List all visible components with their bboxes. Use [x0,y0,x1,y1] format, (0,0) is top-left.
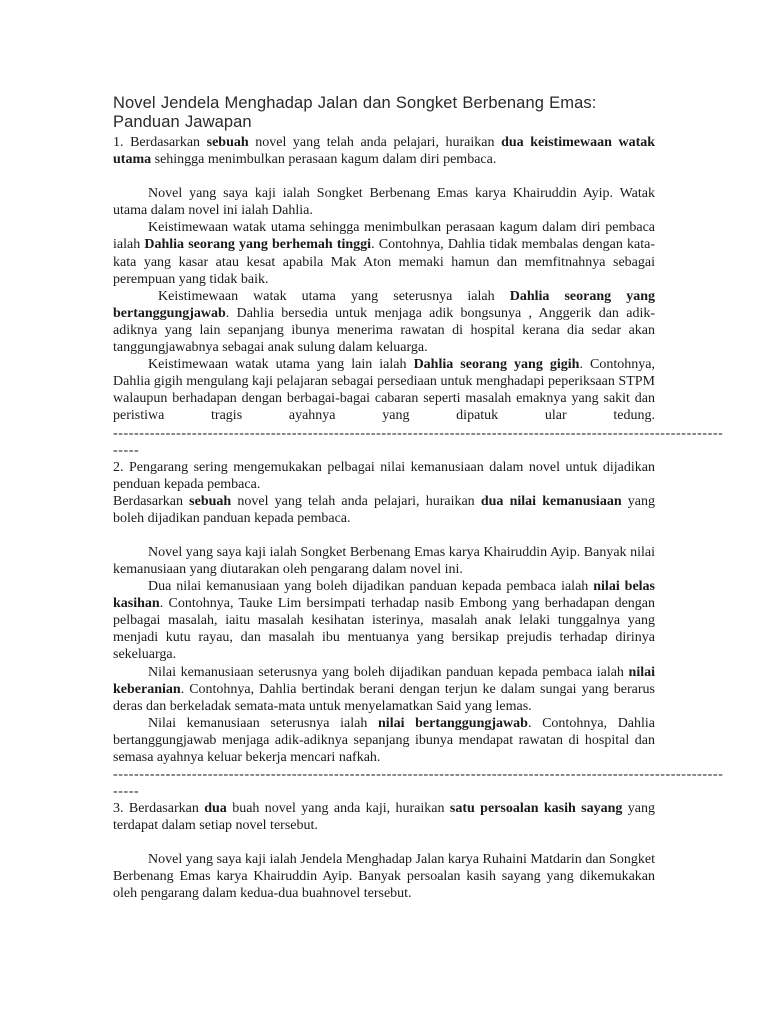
spacer [113,834,655,851]
answer-1-point-3-bold: Dahlia seorang yang gigih [413,357,580,373]
answer-2-point-2 [113,664,655,715]
spacer [113,168,655,185]
answer-2-point-1-bold: nilai belas kasihan [113,579,655,612]
answer-1-point-2-bold: Dahlia seorang yang bertanggungjawab [113,288,656,321]
answer-1-intro: Novel yang saya kaji ialah Songket Berbenang Emas karya Khairuddin Ayip. Watak utama dalam novel ini ialah Dahlia. [113,186,655,219]
answer-1-point-1-post: . Contohnya, Dahlia tidak membalas dengan kata-kata yang kasar atau kesat apabila Mak Aton memaki hamun dan memfitnahnya sebagai perempuan yang tidak baik. [113,237,655,287]
question-2-bold-2: dua nilai kemanusiaan [480,493,622,509]
divider-long: -------------------------------------------------------------------------------------------------------------------- [113,425,724,441]
question-3 [113,800,655,834]
answer-2-point-1 [113,578,655,663]
answer-1-point-2 [113,288,655,356]
question-1-bold-2: dua keistimewaan watak utama [113,135,656,168]
answer-2-point-3-pre: Nilai kemanusiaan seterusnya ialah [148,715,379,731]
answer-2-point-3-bold: nilai bertanggungjawab [378,715,528,731]
answer-2-point-2-post: . Contohnya, Dahlia bertindak berani dengan terjun ke dalam sungai yang berarus deras dan berkeladak semata-mata untuk menyelamatkan Said yang lemas. [113,681,655,714]
question-1-middle: novel yang telah anda pelajari, huraikan [248,135,502,150]
divider-short: ----- [113,784,140,800]
title-line-2: Panduan Jawapan [113,113,252,131]
question-2-bold-1: sebuah [189,493,232,509]
answer-1-point-1-bold: Dahlia seorang yang berhemah tinggi [144,237,372,253]
question-1 [113,134,655,168]
title-line-1: Novel Jendela Menghadap Jalan dan Songket Berbenang Emas: [113,94,597,112]
question-2-prefix: Berdasarkan [113,493,190,509]
answer-2-point-3-post: . Contohnya, Dahlia bertanggungjawab menjaga adik-adiknya sepanjang ibunya mendapat rawatan di hospital dan semasa ayahnya keluar bekerja mencari nafkah. [113,715,656,765]
question-2 [113,493,655,527]
answer-1-point-1-pre: Keistimewaan watak utama sehingga menimbulkan perasaan kagum dalam diri pembaca ialah [113,220,655,253]
question-1-prefix: 1. Berdasarkan [113,135,207,150]
answer-1-point-1 [113,219,655,287]
question-2-intro: 2. Pengarang sering mengemukakan pelbagai nilai kemanusiaan dalam novel untuk dijadikan penduan kepada pembaca. [113,459,655,492]
divider-long: -------------------------------------------------------------------------------------------------------------------- [113,767,724,783]
answer-1-point-3 [113,356,655,424]
question-3-prefix: 3. Berdasarkan [113,801,205,817]
question-3-middle: buah novel yang anda kaji, huraikan [226,801,450,817]
answer-2-intro: Novel yang saya kaji ialah Songket Berbenang Emas karya Khairuddin Ayip. Banyak nilai kemanusiaan yang diutarakan oleh pengarang dalam novel ini. [113,544,655,577]
question-3-bold-2: satu persoalan kasih sayang [449,801,623,817]
question-2-suffix: yang boleh dijadikan panduan kepada pembaca. [113,493,656,526]
document-page [113,94,724,903]
question-3-bold-1: dua [204,801,227,817]
question-2-middle: novel yang telah anda pelajari, huraikan [231,493,481,509]
question-3-suffix: yang terdapat dalam setiap novel tersebut. [113,801,655,834]
answer-2-point-3 [113,715,655,766]
answer-2-point-1-pre: Dua nilai kemanusiaan yang boleh dijadikan panduan kepada pembaca ialah [148,579,594,595]
answer-3-intro: Novel yang saya kaji ialah Jendela Menghadap Jalan karya Ruhaini Matdarin dan Songket Berbenang Emas karya Khairuddin Ayip. Banyak persoalan kasih sayang yang dikemukakan oleh pengarang dalam kedua-dua buahnovel tersebut. [113,852,655,902]
answer-1-point-3-pre: Keistimewaan watak utama yang lain ialah [148,357,414,373]
spacer [113,527,655,544]
answer-2-point-2-bold: nilai keberanian [113,664,655,697]
question-1-bold-1: sebuah [206,135,249,150]
answer-1-point-2-post: . Dahlia bersedia untuk menjaga adik bongsunya , Anggerik dan adik-adiknya yang lain sepanjang ibunya menerima rawatan di hospital kerana dia sedar akan tanggungjawabnya sebagai anak sulung dalam keluarga. [113,305,655,356]
question-1-suffix: sehingga menimbulkan perasaan kagum dalam diri pembaca. [151,152,497,168]
answer-1-point-3-post: . Contohnya, Dahlia gigih mengulang kaji pelajaran sebagai persediaan untuk menghadapi peperiksaan STPM walaupun berhadapan dengan berbagai-bagai cabaran seperti masalah emaknya yang sakit dan peristiwa tragis ayahnya yang dipatuk ular tedung. [113,357,655,424]
divider-short: ----- [113,442,140,458]
answer-1-point-2-pre: Keistimewaan watak utama yang seterusnya ialah [158,288,510,304]
answer-2-point-1-post: . Contohnya, Tauke Lim bersimpati terhadap nasib Embong yang berhadapan dengan pelbagai masalah, iaitu masalah kesihatan isterinya, masalah anak lelaki tunggalnya yang menjadi kutu rayau, dan masalah ibu mentuanya yang bersikap prejudis terhadap dirinya sekeluarga. [113,596,655,663]
document-title [113,94,655,132]
answer-2-point-2-pre: Nilai kemanusiaan seterusnya yang boleh dijadikan panduan kepada pembaca ialah [148,664,629,680]
